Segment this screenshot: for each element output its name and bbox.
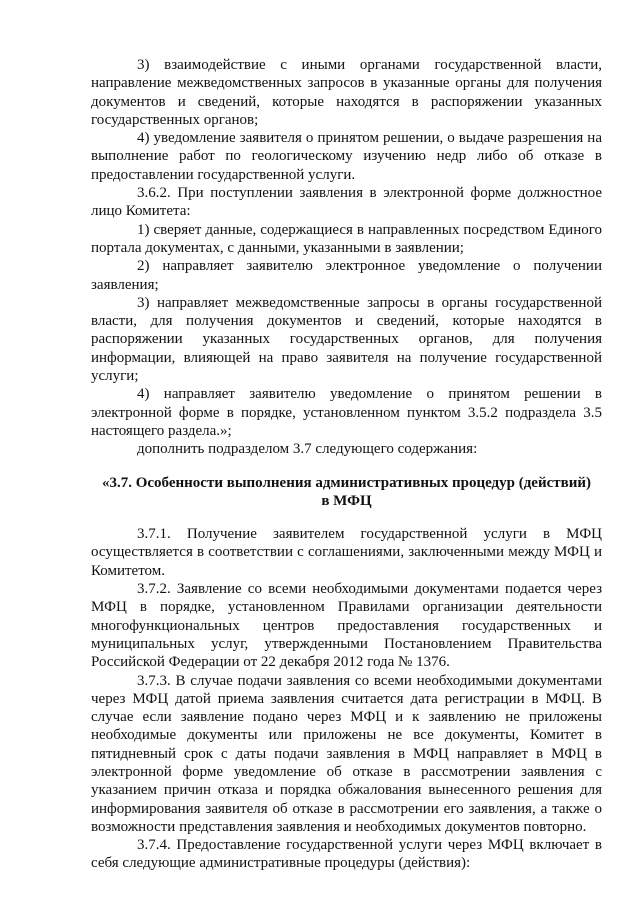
paragraph-notification-decision: 4) уведомление заявителя о принятом решении, о выдаче разрешения на выполнение работ по геологическому изучению недр либо об отказе в предоставлении государственной услуги. (91, 130, 602, 183)
paragraph-send-interagency-requests: 3) направляет межведомственные запросы в органы государственной власти, для получения документов и сведений, которые находятся в распоряжении указанных государственных органов, для получения информации, влияющей на право заявителя на получение государственной услуги; (91, 294, 602, 385)
section-heading-line1: «3.7. Особенности выполнения административных процедур (действий) (101, 474, 592, 491)
paragraph-3-7-4: 3.7.4. Предоставление государственной услуги через МФЦ включает в себя следующие административные процедуры (действия): (91, 837, 602, 872)
paragraph-send-electronic-notice: 2) направляет заявителю электронное уведомление о получении заявления; (91, 258, 602, 293)
document-page (91, 56, 602, 873)
paragraph-interaction-authorities: 3) взаимодействие с иными органами государственной власти, направление межведомственных запросов в указанные органы для получения документов и сведений, которые находятся в распоряжении указанных государственных органов; (91, 57, 602, 128)
paragraph-send-decision-notice: 4) направляет заявителю уведомление о принятом решении в электронной форме в порядке, установленном пунктом 3.5.2 подраздела 3.5 настоящего раздела.»; (91, 386, 602, 439)
paragraph-3-6-2: 3.6.2. При поступлении заявления в электронной форме должностное лицо Комитета: (91, 185, 602, 220)
section-heading-3-7 (91, 474, 602, 511)
paragraph-add-subsection: дополнить подразделом 3.7 следующего содержания: (137, 441, 478, 458)
paragraph-3-7-1: 3.7.1. Получение заявителем государственной услуги в МФЦ осуществляется в соответствии с соглашениями, заключенными между МФЦ и Комитетом. (91, 526, 602, 579)
paragraph-3-7-2: 3.7.2. Заявление со всеми необходимыми документами подается через МФЦ в порядке, установленном Правилами организации деятельности многофункциональных центров предоставления государственных и муниципальных услуг, утвержденными Постановлением Правительства Российской Федерации от 22 декабря 2012 года № 1376. (91, 581, 602, 671)
paragraph-3-7-3: 3.7.3. В случае подачи заявления со всеми необходимыми документами через МФЦ датой приема заявления считается дата регистрации в МФЦ. В случае если заявление подано через МФЦ и к заявлению не приложены необходимые документы или приложены не все документы, Комитет в пятидневный срок с даты подачи заявления в МФЦ направляет в МФЦ в электронной форме уведомление об отказе в рассмотрении заявления с указанием причин отказа и порядка обжалования вынесенного решения для информирования заявителя об отказе в рассмотрении его заявления, а также о возможности представления заявления и необходимых документов повторно. (91, 672, 602, 835)
paragraph-verify-data: 1) сверяет данные, содержащиеся в направленных посредством Единого портала документах, с данными, указанными в заявлении; (91, 221, 602, 256)
section-heading-line2: в МФЦ (321, 492, 372, 509)
